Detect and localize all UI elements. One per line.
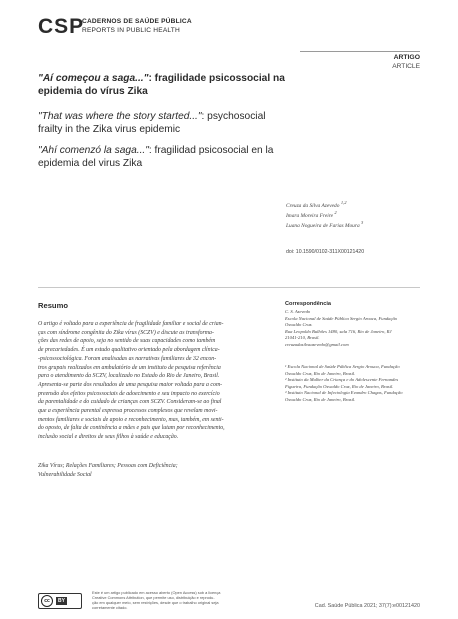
- affiliations: [285, 364, 425, 404]
- author-name: Luana Nogueira de Farias Moura: [286, 222, 360, 229]
- journal-name-en: REPORTS IN PUBLIC HEALTH: [82, 27, 180, 34]
- section-divider: [38, 287, 420, 288]
- abstract-heading: Resumo: [38, 301, 68, 310]
- correspondence-email[interactable]: creuzadasilvaazevedo@gmail.com: [285, 341, 349, 347]
- title-pt: [38, 72, 288, 98]
- correspondence-line: Oswaldo Cruz.: [285, 322, 313, 328]
- abstract-line: do oposto, de falta de continência a mães e pais que lutam por reconhecimento,: [38, 425, 225, 432]
- affiliation-line: Oswaldo Cruz, Rio de Janeiro, Brasil.: [285, 396, 356, 402]
- title-es-rest: : fragilidad psicosocial en la epidemia del virus Zika: [38, 145, 274, 169]
- abstract-body: [38, 320, 272, 442]
- affiliation-line: ² Instituto da Mulher da Criança e do Adolescente Fernandes: [285, 377, 399, 383]
- abstract-line: que a experiência parental expressa processos complexos que revelam movi-: [38, 408, 218, 415]
- abstract-line: ções das redes de apoio, seja no sentido de suas capacidades como também: [38, 338, 216, 345]
- cc-by-license-badge[interactable]: [38, 593, 82, 609]
- author-3: [286, 220, 363, 229]
- title-es-italic: "Ahí comenzó la saga...": [38, 145, 149, 156]
- abstract-line: de precariedades. É um estudo qualitativo orientado pela abordagem clínica-: [38, 347, 220, 354]
- header-rule: [300, 51, 420, 52]
- abstract-line: -psicossociológica. Foram analisadas as narrativas familiares de 32 encon-: [38, 355, 217, 362]
- abstract-line: mentos familiares e sociais de apoio e reconhecimento, mas, também, em senti-: [38, 416, 224, 423]
- title-pt-rest: : fragilidade psicossocial na epidemia do vírus Zika: [38, 73, 285, 97]
- journal-logo: CSP: [38, 15, 85, 38]
- correspondence-heading: Correspondência: [285, 301, 332, 307]
- title-pt-italic: "Aí começou a saga...": [38, 73, 149, 84]
- abstract-line: da parentalidade e do cuidado de crianças com SCZV. Consideram-se ao final: [38, 399, 222, 406]
- author-affiliation: 1,2: [340, 200, 347, 205]
- author-name: Creuza da Silva Azevedo: [286, 202, 340, 209]
- abstract-line: inclusão social e direitos de seus filhos à saúde e educação.: [38, 434, 179, 441]
- title-es: [38, 144, 288, 170]
- correspondence-address: [285, 309, 425, 349]
- attribution-icon: BY: [58, 598, 65, 604]
- correspondence-line: 21041-210, Brasil.: [285, 335, 320, 341]
- author-1: [286, 200, 346, 209]
- title-en-rest: : psychosocial frailty in the Zika virus epidemic: [38, 111, 266, 135]
- license-line: ção em qualquer meio, sem restrições, desde que o trabalho original seja: [92, 600, 219, 605]
- correspondence-line: C. S. Azevedo: [285, 309, 311, 314]
- affiliation-line: Figueira, Fundação Oswaldo Cruz, Rio de Janeiro, Brasil.: [285, 383, 394, 389]
- author-affiliation: 3: [361, 220, 364, 225]
- abstract-line: preensão dos efeitos psicossociais de adoecimento e seu impacto no exercício: [38, 390, 220, 397]
- abstract-line: O artigo é voltado para a experiência de fragilidade familiar e social de crian-: [38, 321, 224, 327]
- author-affiliation: 2: [334, 210, 337, 215]
- section-label-pt: ARTIGO: [393, 54, 420, 61]
- keywords-line: Zika Vírus; Relações Familiares; Pessoas com Deficiência;: [38, 463, 178, 469]
- journal-name-pt: CADERNOS DE SAÚDE PÚBLICA: [82, 18, 192, 25]
- correspondence-line: Escola Nacional de Saúde Pública Sergio Arouca, Fundação: [285, 315, 398, 321]
- doi-link[interactable]: doi: 10.1590/0102-311X00121420: [286, 249, 365, 255]
- abstract-line: tros grupais realizados em ambulatório de um instituto de pesquisa referência: [38, 364, 221, 371]
- keywords: [38, 462, 272, 479]
- abstract-line: Apresenta-se parte dos resultados de uma pesquisa maior voltada para a com-: [38, 381, 223, 388]
- affiliation-line: Oswaldo Cruz, Rio de Janeiro, Brasil.: [285, 370, 356, 376]
- keywords-line: Vulnerabilidade Social: [38, 471, 92, 478]
- abstract-line: para o atendimento da SCZV, localizado no Estado do Rio de Janeiro, Brasil.: [38, 373, 220, 380]
- affiliation-line: ³ Instituto Nacional de Infectologia Evandro Chagas, Fundação: [285, 390, 403, 396]
- title-en-italic: "That was where the story started...": [38, 111, 202, 122]
- author-name: Imara Moreira Freire: [286, 212, 334, 219]
- author-2: [286, 210, 337, 219]
- abstract-line: ças com síndrome congênita do Zika vírus (SCZV) e discute as transforma-: [38, 329, 214, 336]
- title-en: [38, 110, 288, 136]
- correspondence-line: Rua Leopoldo Bulhões 1480, sala 716, Rio de Janeiro, RJ: [285, 328, 392, 334]
- affiliation-line: ¹ Escola Nacional de Saúde Pública Sergio Arouca, Fundação: [285, 364, 400, 369]
- license-line: Este é um artigo publicado em acesso aberto (Open Access) sob a licença: [92, 590, 221, 595]
- license-line: corretamente citado.: [92, 605, 128, 610]
- creative-commons-icon: cc: [41, 595, 53, 607]
- license-line: Creative Commons Attribution, que permite uso, distribuição e reprodu-: [92, 595, 215, 600]
- citation: Cad. Saúde Pública 2021; 37(7):e00121420: [314, 603, 420, 609]
- license-text: [92, 590, 232, 610]
- section-label-en: ARTICLE: [392, 63, 420, 70]
